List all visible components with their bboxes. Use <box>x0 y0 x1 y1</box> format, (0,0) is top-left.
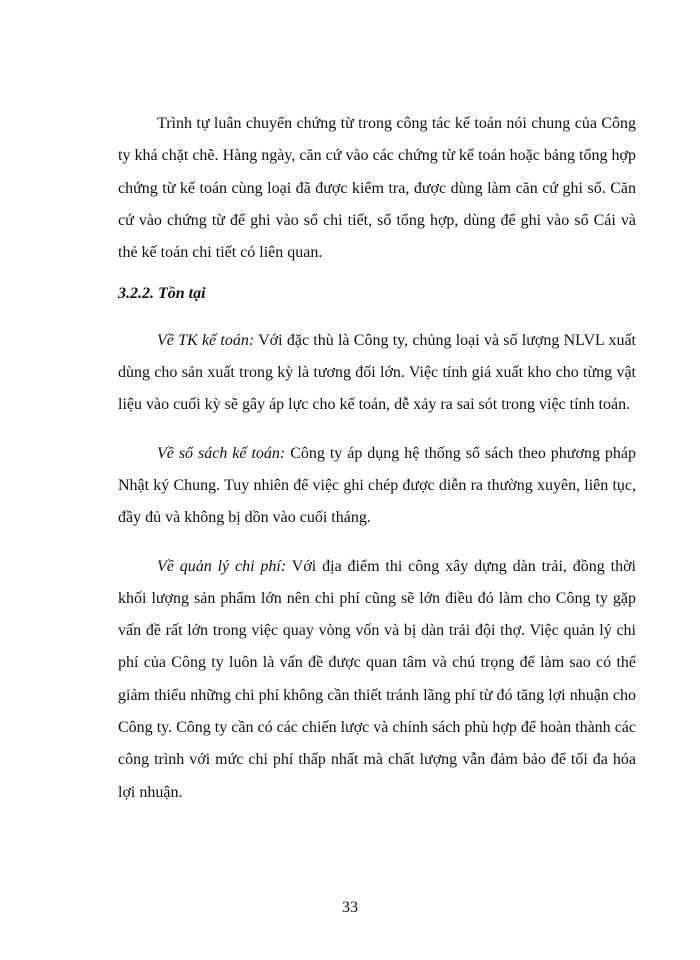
paragraph-books <box>118 438 636 535</box>
paragraph-lead: Về TK kế toán: <box>157 331 255 349</box>
paragraph-text: Với địa điểm thi công xây dựng dàn trải, đồng thời khối lượng sản phẩm lớn nên chi phí cũng sẽ lớn điều đó làm cho Công ty gặp vấn đề rất lớn trong việc quay vòng vốn và bị dàn trải đội thợ. Việc quản lý chi phí của Công ty luôn là vấn đề được quan tâm và chú trọng để làm sao có thể giảm thiểu những chi phí không cần thiết tránh lãng phí từ đó tăng lợi nhuận cho Công ty. Công ty cần có các chiến lược và chính sách phù hợp để hoàn thành các công trình với mức chi phí thấp nhất mà chất lượng vẫn đảm bảo để tối đa hóa lợi nhuận. <box>118 557 637 801</box>
paragraph-cost-management <box>118 551 636 809</box>
paragraph-text: Công ty áp dụng hệ thống sổ sách theo phương pháp Nhật ký Chung. Tuy nhiên để việc ghi chép được diễn ra thường xuyên, liên tục, đầy đủ và không bị dồn vào cuối tháng. <box>118 444 637 527</box>
paragraph-lead: Về sổ sách kế toán: <box>157 444 286 462</box>
document-body <box>118 108 636 809</box>
section-heading: 3.2.2. Tồn tại <box>118 285 206 303</box>
paragraph-text: Trình tự luân chuyển chứng từ trong công tác kế toán nói chung của Công ty khá chặt chẽ. Hàng ngày, căn cứ vào các chứng từ kế toán hoặc bảng tổng hợp chứng từ kế toán cùng loại đã được kiểm tra, được dùng làm căn cứ ghi sổ. Căn cứ vào chứng từ để ghi vào sổ chi tiết, sổ tổng hợp, dùng để ghi vào sổ Cái và thẻ kế toán chi tiết có liên quan. <box>118 115 636 262</box>
page-number: 33 <box>342 899 358 916</box>
paragraph-lead: Về quản lý chi phí: <box>157 557 287 575</box>
paragraph-document-flow <box>118 108 636 269</box>
paragraph-text: Với đặc thù là Công ty, chủng loại và số lượng NLVL xuất dùng cho sản xuất trong kỳ là tương đối lớn. Việc tính giá xuất kho cho từng vật liệu vào cuối kỳ sẽ gây áp lực cho kế toán, dễ xảy ra sai sót trong việc tính toán. <box>118 331 636 414</box>
paragraph-accounts <box>118 325 636 422</box>
